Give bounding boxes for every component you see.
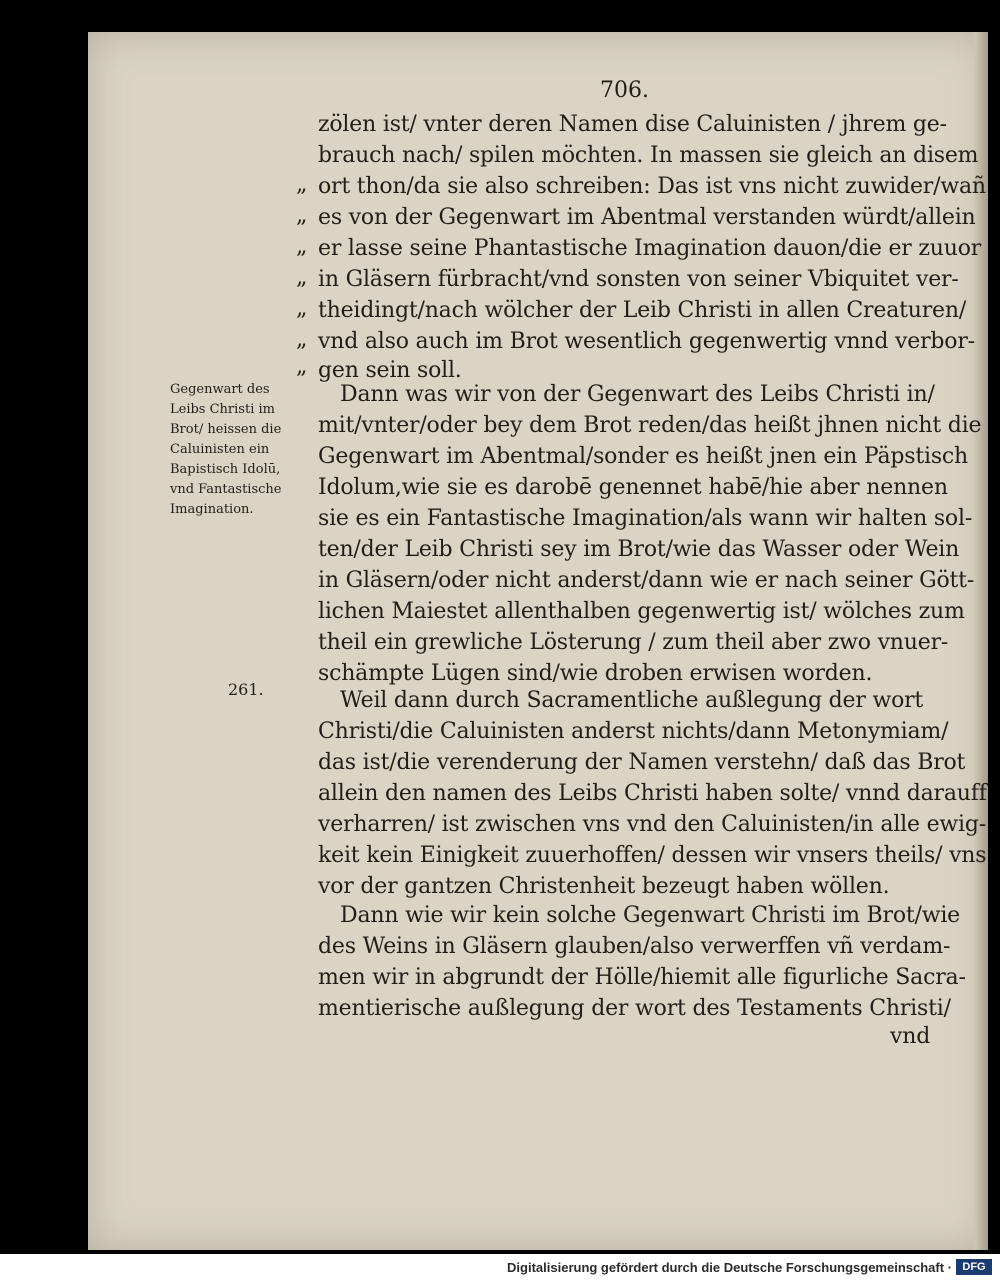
body-line: ort thon/da sie also schreiben: Das ist vns nicht zuwider/wañ <box>318 174 986 199</box>
page-number: 706. <box>600 78 649 103</box>
body-line: Idolum,wie sie es darobē genennet habē/hie aber nennen <box>318 475 948 500</box>
marginal-note-line: Imagination. <box>170 502 254 517</box>
body-line: brauch nach/ spilen möchten. In massen sie gleich an disem <box>318 143 979 168</box>
body-line: vnd also auch im Brot wesentlich gegenwertig vnnd verbor- <box>318 329 975 354</box>
body-line: in Gläsern/oder nicht anderst/dann wie er nach seiner Gött- <box>318 568 975 593</box>
body-line: allein den namen des Leibs Christi haben solte/ vnnd darauff <box>318 781 987 806</box>
marginal-number: 261. <box>228 680 264 699</box>
marginal-note-line: Bapistisch Idolū, <box>170 462 281 477</box>
body-line: schämpte Lügen sind/wie droben erwisen worden. <box>318 661 873 686</box>
body-line: mentierische außlegung der wort des Testaments Christi/ <box>318 996 951 1021</box>
quotation-mark: „ <box>296 172 308 197</box>
quotation-mark: „ <box>296 354 308 379</box>
body-line: er lasse seine Phantastische Imagination dauon/die er zuuor <box>318 236 982 261</box>
body-line: verharren/ ist zwischen vns vnd den Caluinisten/in alle ewig- <box>318 812 987 837</box>
quotation-mark: „ <box>296 234 308 259</box>
body-line: mit/vnter/oder bey dem Brot reden/das heißt jhnen nicht die <box>318 413 982 438</box>
body-line: ten/der Leib Christi sey im Brot/wie das Wasser oder Wein <box>318 537 960 562</box>
marginal-note-line: Gegenwart des <box>170 382 270 397</box>
footer-bar <box>0 1254 1000 1282</box>
quotation-mark: „ <box>296 296 308 321</box>
body-line: Christi/die Caluinisten anderst nichts/dann Metonymiam/ <box>318 719 949 744</box>
marginal-note-line: Leibs Christi im <box>170 402 275 417</box>
body-line: Weil dann durch Sacramentliche außlegung der wort <box>340 688 924 713</box>
body-line: in Gläsern fürbracht/vnd sonsten von seiner Vbiquitet ver- <box>318 267 959 292</box>
body-line: des Weins in Gläsern glauben/also verwerffen vñ verdam- <box>318 934 951 959</box>
body-line: vnd <box>890 1024 931 1049</box>
marginal-note-line: Brot/ heissen die <box>170 422 282 437</box>
quotation-mark: „ <box>296 327 308 352</box>
body-line: lichen Maiestet allenthalben gegenwertig ist/ wölches zum <box>318 599 965 624</box>
body-line: Dann was wir von der Gegenwart des Leibs Christi in/ <box>340 382 935 407</box>
body-line: theidingt/nach wölcher der Leib Christi in allen Creaturen/ <box>318 298 967 323</box>
page-edge <box>974 32 988 1250</box>
funding-credit: Digitalisierung gefördert durch die Deutsche Forschungsgemeinschaft · <box>507 1260 952 1275</box>
marginal-note-line: Caluinisten ein <box>170 442 270 457</box>
marginal-note-line: vnd Fantastische <box>170 482 282 497</box>
body-line: Gegenwart im Abentmal/sonder es heißt jnen ein Päpstisch <box>318 444 969 469</box>
body-line: zölen ist/ vnter deren Namen dise Caluinisten / jhrem ge- <box>318 112 947 137</box>
body-line: theil ein grewliche Lösterung / zum theil aber zwo vnuer- <box>318 630 949 655</box>
quotation-mark: „ <box>296 265 308 290</box>
body-line: es von der Gegenwart im Abentmal verstanden würdt/allein <box>318 205 976 230</box>
body-line: sie es ein Fantastische Imagination/als wann wir halten sol- <box>318 506 973 531</box>
dfg-logo: DFG <box>956 1259 992 1275</box>
body-line: gen sein soll. <box>318 358 462 383</box>
body-line: keit kein Einigkeit zuuerhoffen/ dessen wir vnsers theils/ vns <box>318 843 987 868</box>
quotation-mark: „ <box>296 203 308 228</box>
body-line: das ist/die verenderung der Namen verstehn/ daß das Brot <box>318 750 966 775</box>
body-line: Dann wie wir kein solche Gegenwart Christi im Brot/wie <box>340 903 961 928</box>
body-line: men wir in abgrundt der Hölle/hiemit alle figurliche Sacra- <box>318 965 966 990</box>
body-line: vor der gantzen Christenheit bezeugt haben wöllen. <box>318 874 890 899</box>
